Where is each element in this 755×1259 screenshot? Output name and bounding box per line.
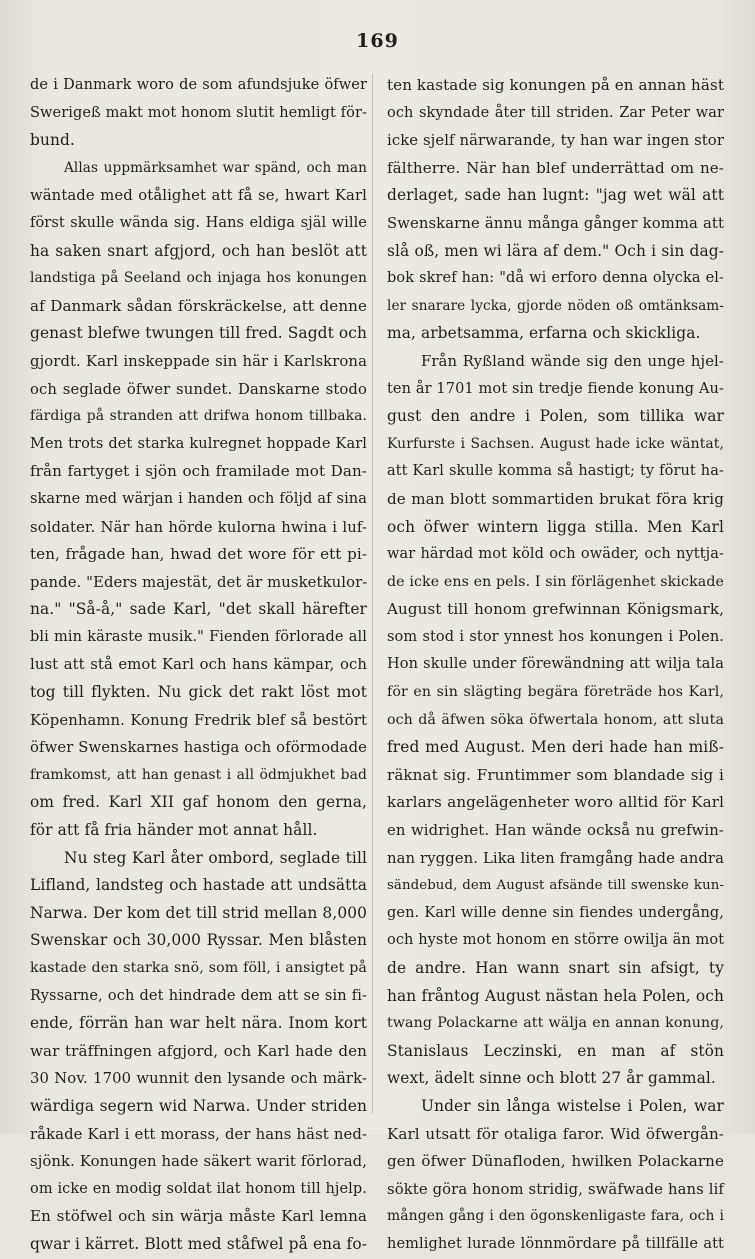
text-line: Swenskarne ännu många gånger komma att [387, 214, 724, 232]
text-line: 30 Nov. 1700 wunnit den lysande och märk- [30, 1070, 367, 1088]
text-line: om icke en modig soldat ilat honom till hjelp. [30, 1180, 367, 1197]
text-line: af Danmark sådan förskräckelse, att denne [30, 296, 367, 315]
text-line: för en sin slägting begära företräde hos Karl, [387, 684, 724, 701]
text-line: ha saken snart afgjord, och han beslöt att [30, 241, 367, 260]
text-line: gust den andre i Polen, som tillika war [387, 407, 724, 426]
text-line: icke sjelf närwarande, ty han war ingen stor [387, 132, 724, 150]
text-line: pande. "Eders majestät, det är musketkulor- [30, 573, 368, 591]
text-line: genast blefwe twungen till fred. Sagdt och [30, 324, 367, 343]
text-line: Ryssarne, och det hindrade dem att se sin fi- [30, 987, 367, 1004]
text-line: nan ryggen. Lika liten framgång hade andra [387, 849, 724, 867]
text-line: derlaget, sade han lugnt: "jag wet wäl att [387, 186, 724, 205]
text-line: ten år 1701 mot sin tredje fiende konung Au- [387, 380, 724, 397]
text-line: Under sin långa wistelse i Polen, war [421, 1096, 724, 1115]
column-divider [372, 74, 373, 1114]
text-line: Kurfurste i Sachsen. August hade icke wäntat, [387, 435, 724, 452]
text-line: landstiga på Seeland och injaga hos konungen [30, 270, 367, 287]
text-line: och då äfwen söka öfwertala honom, att sluta [387, 711, 724, 728]
text-line: bli min käraste musik." Fienden förlorade all [30, 628, 367, 645]
text-line: Men trots det starka kulregnet hoppade Karl [30, 435, 367, 452]
text-line: framkomst, att han genast i all ödmjukhet bad [30, 766, 367, 783]
text-line: wärdiga segern wid Narwa. Under striden [30, 1096, 367, 1115]
text-line: gen öfwer Dünafloden, hwilken Polackarne [387, 1152, 724, 1171]
text-line: Nu steg Karl åter ombord, seglade till [64, 848, 367, 867]
text-line: war härdad mot köld och owäder, och nyttja- [387, 546, 724, 563]
text-line: qwar i kärret. Blott med ståfwel på ena fo- [30, 1234, 367, 1253]
text-line: gjordt. Karl inskeppade sin här i Karlskrona [30, 352, 367, 370]
text-line: ma, arbetsamma, erfarna och skickliga. [387, 324, 701, 343]
text-line: för att få fria händer mot annat håll. [30, 821, 318, 840]
text-line: war träffningen afgjord, och Karl hade den [30, 1041, 367, 1060]
text-line: räknat sig. Fruntimmer som blandade sig i [387, 765, 724, 784]
text-line: soldater. När han hörde kulorna hwina i luf- [30, 518, 367, 536]
text-line: ler snarare lycka, gjorde nöden oß omtänksam- [387, 297, 724, 314]
text-line: skarne med wärjan i handen och följd af sina [30, 490, 367, 507]
text-line: fred med August. Men deri hade han miß- [387, 738, 724, 757]
text-line: fältherre. När han blef underrättad om ne- [387, 158, 724, 177]
text-line: mången gång i den ögonskenligaste fara, och i [387, 1208, 724, 1225]
text-line: karlars angelägenheter woro alltid för Karl [387, 793, 724, 812]
text-line: sökte göra honom stridig, swäfwade hans lif [387, 1180, 724, 1198]
text-line: sändebud, dem August afsände till swenske kun- [387, 878, 724, 894]
text-line: August till honom grefwinnan Königsmark, [387, 600, 724, 619]
text-line: gen. Karl wille denne sin fiendes undergång, [387, 904, 724, 921]
text-line: färdiga på stranden att drifwa honom tillbaka. [30, 408, 367, 425]
text-line: han fråntog August nästan hela Polen, och [387, 986, 724, 1005]
text-line: lust att stå emot Karl och hans kämpar, och [30, 656, 367, 674]
text-line: Stanislaus Leczinski, en man af stön [387, 1041, 724, 1060]
text-line: kastade den starka snö, som föll, i ansigtet på [30, 960, 367, 976]
text-line: Karl utsatt för otaliga faror. Wid öfwergån- [387, 1124, 724, 1143]
text-line: Allas uppmärksamhet war spänd, och man [64, 159, 367, 176]
text-line: slå oß, men wi lära af dem." Och i sin dag- [387, 241, 724, 260]
text-line: de i Danmark woro de som afundsjuke öfwer [30, 77, 367, 93]
text-line: wäntade med otålighet att få se, hwart Karl [30, 187, 367, 205]
text-line: en widrighet. Han wände också nu grefwin- [387, 822, 724, 840]
text-line: om fred. Karl XII gaf honom den gerna, [30, 793, 367, 812]
text-line: från fartyget i sjön och framilade mot Dan- [30, 462, 367, 481]
text-line: bok skref han: "då wi erforo denna olycka el- [387, 270, 724, 287]
text-line: wext, ädelt sinne och blott 27 år gammal. [387, 1069, 716, 1088]
text-line: Från Ryßland wände sig den unge hjel- [421, 352, 724, 370]
text-line: tog till flykten. Nu gick det rakt löst mot [30, 683, 367, 702]
text-line: och hyste mot honom en större owilja än mot [387, 932, 725, 949]
text-line: ende, förrän han war helt nära. Inom kort [30, 1014, 367, 1033]
text-line: En stöfwel och sin wärja måste Karl lemna [30, 1207, 367, 1226]
text-line: de icke ens en pels. I sin förlägenhet skickade [387, 573, 724, 590]
text-line: hemlighet lurade lönnmördare på tillfälle att [387, 1235, 724, 1252]
text-line: sjönk. Konungen hade säkert warit förlorad, [30, 1153, 367, 1171]
text-line: Lifland, landsteg och hastade att undsätta [30, 876, 367, 895]
text-line: na." "Så-å," sade Karl, "det skall härefter [30, 600, 367, 619]
text-line: ten, frågade han, hwad det wore för ett pi- [30, 545, 367, 564]
left-column [30, 72, 368, 1253]
text-line: som stod i stor ynnest hos konungen i Polen. [387, 628, 724, 645]
text-line: först skulle wända sig. Hans eldiga själ wille [30, 214, 367, 231]
text-line: Swerigeß makt mot honom slutit hemligt för- [30, 104, 367, 121]
text-line: twang Polackarne att wälja en annan konung, [387, 1015, 724, 1032]
text-line: och öfwer wintern ligga stilla. Men Karl [387, 517, 724, 536]
text-line: de man blott sommartiden brukat föra krig [387, 489, 724, 508]
text-line: att Karl skulle komma så hastigt; ty förut ha- [387, 463, 724, 480]
text-line: öfwer Swenskarnes hastiga och oförmodade [30, 739, 367, 757]
text-line: ten kastade sig konungen på en annan häst [387, 76, 724, 94]
right-column [387, 72, 725, 1252]
text-line: bund. [30, 131, 75, 150]
text-line: Hon skulle under förewändning att wilja tala [387, 656, 724, 673]
text-line: Narwa. Der kom det till strid mellan 8,000 [30, 903, 367, 922]
text-line: och skyndade åter till striden. Zar Peter war [387, 104, 724, 121]
text-line: Köpenhamn. Konung Fredrik blef så bestört [30, 711, 367, 729]
page-number: 169 [356, 30, 399, 52]
text-line: råkade Karl i ett morass, der hans häst ned- [30, 1125, 367, 1143]
text-line: och seglade öfwer sundet. Danskarne stodo [30, 380, 367, 398]
text-line: de andre. Han wann snart sin afsigt, ty [387, 959, 724, 977]
text-line: Swenskar och 30,000 Ryssar. Men blåsten [30, 931, 367, 950]
